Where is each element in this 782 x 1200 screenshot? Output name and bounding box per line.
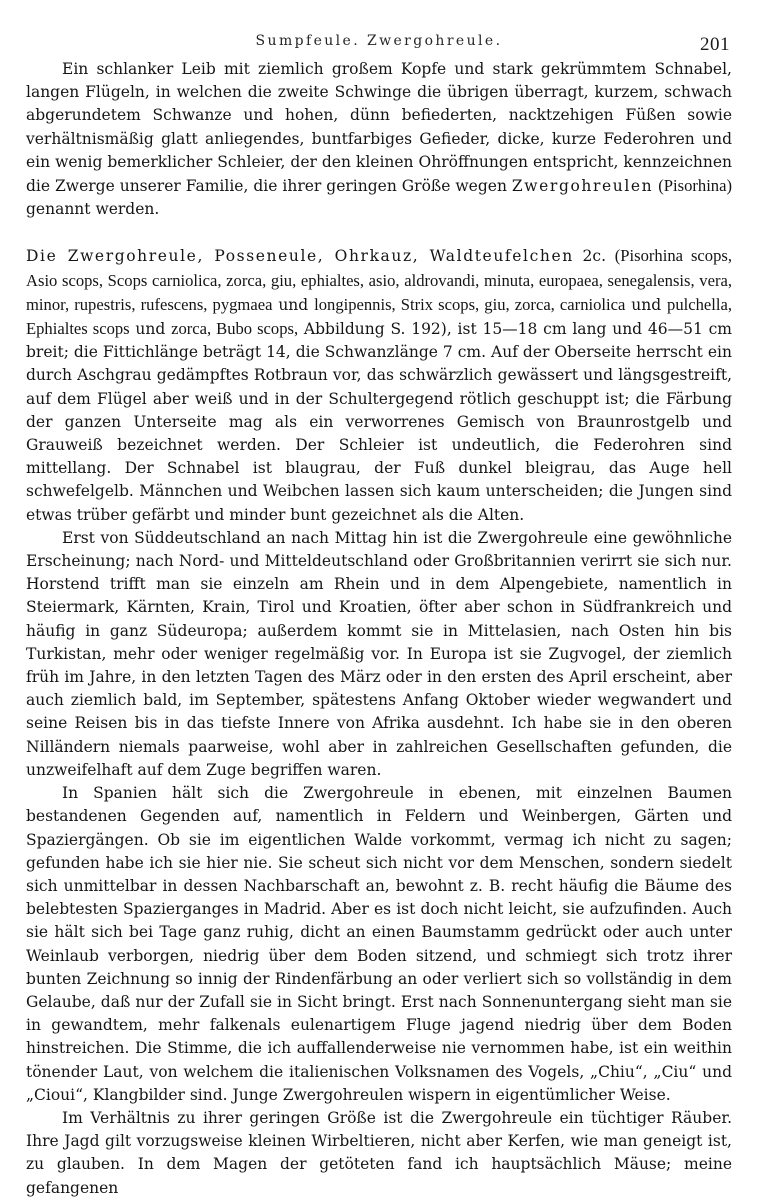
latin-synonyms: longipennis, Strix scops, giu, zorca, carniolica	[314, 294, 626, 314]
conjunction: und	[278, 295, 309, 314]
conjunction: und	[135, 320, 166, 339]
paragraph-genus-description	[26, 58, 732, 221]
latin-synonyms: zorca, Bubo scops,	[171, 319, 299, 339]
running-title: Sumpfeule. Zwergohreule.	[255, 33, 503, 49]
paragraph-diet: Im Verhältnis zu ihrer geringen Größe ist die Zwergohreule ein tüchtiger Räuber. Ihre Jagd gilt vorzugsweise kleinen Wirbeltieren, nicht aber Kerfen, wie man geneigt ist, zu glauben. In dem Magen der getöteten fand ich hauptsächlich Mäuse; meine gefangenen	[26, 1108, 732, 1197]
genus-latin-name: (Pisorhina)	[658, 176, 732, 196]
etc-abbreviation: 2c.	[582, 247, 607, 266]
paragraph-text: genannt werden.	[26, 200, 160, 219]
latin-synonyms: (Pisorhina scops, Asio scops, Scops carniolica, zorca, giu, ephialtes, asio, aldrovandi, minuta, europaea, senegalensis, vera, minor, rupestris, rufescens, pygmaea	[26, 246, 732, 314]
paragraph-text: Abbildung S. 192), ist 15—18 cm lang und 46—51 cm breit; die Fittichlänge beträgt 14, die Schwanzlänge 7 cm. Auf der Oberseite herrscht ein durch Aschgrau gedämpftes Rotbraun vor, das schwärzlich gewässert und längsgestreift, auf dem Flügel aber weiß und in der Schultergegend rötlich geschuppt ist; die Färbung der ganzen Unterseite mag als ein verworrenes Gemisch von Braunrostgelb und Grauweiß bezeichnet werden. Der Schleier ist undeutlich, die Federohren sind mittellang. Der Schnabel ist blaugrau, der Fuß dunkel bleigrau, das Auge hell schwefelgelb. Männchen und Weibchen lassen sich kaum unterscheiden; die Jungen sind etwas trüber gefärbt und minder bunt gezeichnet als die Alten.	[26, 320, 732, 524]
book-page	[26, 20, 732, 1197]
latin-synonyms: pulchella, Ephialtes scops	[26, 294, 732, 339]
running-header	[26, 20, 732, 58]
paragraph-distribution: Erst von Süddeutschland an nach Mittag hin ist die Zwergohreule eine gewöhnliche Erscheinung; nach Nord- und Mitteldeutschland oder Großbritannien verirrt sie sich nur. Horstend trifft man sie einzeln am Rhein und in dem Alpengebiete, namentlich in Steiermark, Kärnten, Krain, Tirol und Kroatien, öfter aber schon in Südfrankreich und häufig in ganz Südeuropa; außerdem kommt sie in Mittelasien, nach Osten hin bis Turkistan, mehr oder weniger regelmäßig vor. In Europa ist sie Zugvogel, der ziemlich früh im Jahre, in den letzten Tagen des März oder in den ersten des April erscheint, aber auch ziemlich bald, im September, spätestens Anfang Oktober wieder wegwandert und seine Reisen bis in das tiefste Innere von Afrika ausdehnt. Ich habe sie in den oberen Nilländern niemals paarweise, wohl aber in zahlreichen Gesellschaften gefunden, die unzweifelhaft auf dem Zuge begriffen waren.	[26, 528, 732, 779]
species-common-names: Die Zwergohreule, Posseneule, Ohrkauz, Waldteufelchen	[26, 247, 574, 266]
page-body	[26, 58, 732, 1200]
paragraph-text: Ein schlanker Leib mit ziemlich großem Kopfe und stark gekrümmtem Schnabel, langen Flügeln, in welchen die zweite Schwinge die übrigen überragt, kurzem, schwach abgerundetem Schwanze und hohen, dünn befiederten, nacktzehigen Füßen sowie verhältnismäßig glatt anliegendes, buntfarbiges Gefieder, dicke, kurze Federohren und ein wenig bemerklicher Schleier, der den kleinen Ohröffnungen entspricht, kennzeichnen die Zwerge unserer Familie, die ihrer geringen Größe wegen	[26, 60, 732, 196]
page-number: 201	[700, 34, 730, 55]
conjunction: und	[631, 295, 662, 314]
paragraph-habitat: In Spanien hält sich die Zwergohreule in ebenen, mit einzelnen Baumen bestandenen Gegenden auf, namentlich in Feldern und Weinbergen, Gärten und Spaziergängen. Ob sie im eigentlichen Walde vorkommt, vermag ich nicht zu sagen; gefunden habe ich sie hier nie. Sie scheut sich nicht vor dem Menschen, sondern siedelt sich unmittelbar in dessen Nachbarschaft an, bewohnt z. B. recht häufig die Bäume des belebtesten Spazierganges in Madrid. Aber es ist doch nicht leicht, sie aufzufinden. Auch sie hält sich bei Tage ganz ruhig, dicht an einen Baumstamm gedrückt oder auch unter Weinlaub verborgen, niedrig über dem Boden sitzend, und schmiegt sich trotz ihrer bunten Zeichnung so innig der Rindenfärbung an oder verliert sich so vollständig in dem Gelaube, daß nur der Zufall sie in Sicht bringt. Erst nach Sonnenuntergang sieht man sie in gewandtem, mehr falkenals eulenartigem Fluge jagend niedrig über dem Boden hinstreichen. Die Stimme, die ich auffallenderweise nie vernommen habe, ist ein weithin tönender Laut, von welchem die italienischen Volksnamen des Vogels, „Chiu“, „Ciu“ und „Cioui“, Klangbilder sind. Junge Zwergohreulen wispern in eigentümlicher Weise.	[26, 784, 732, 1104]
genus-german-name: Zwergohreulen	[511, 177, 654, 196]
paragraph-species-description	[26, 244, 732, 526]
